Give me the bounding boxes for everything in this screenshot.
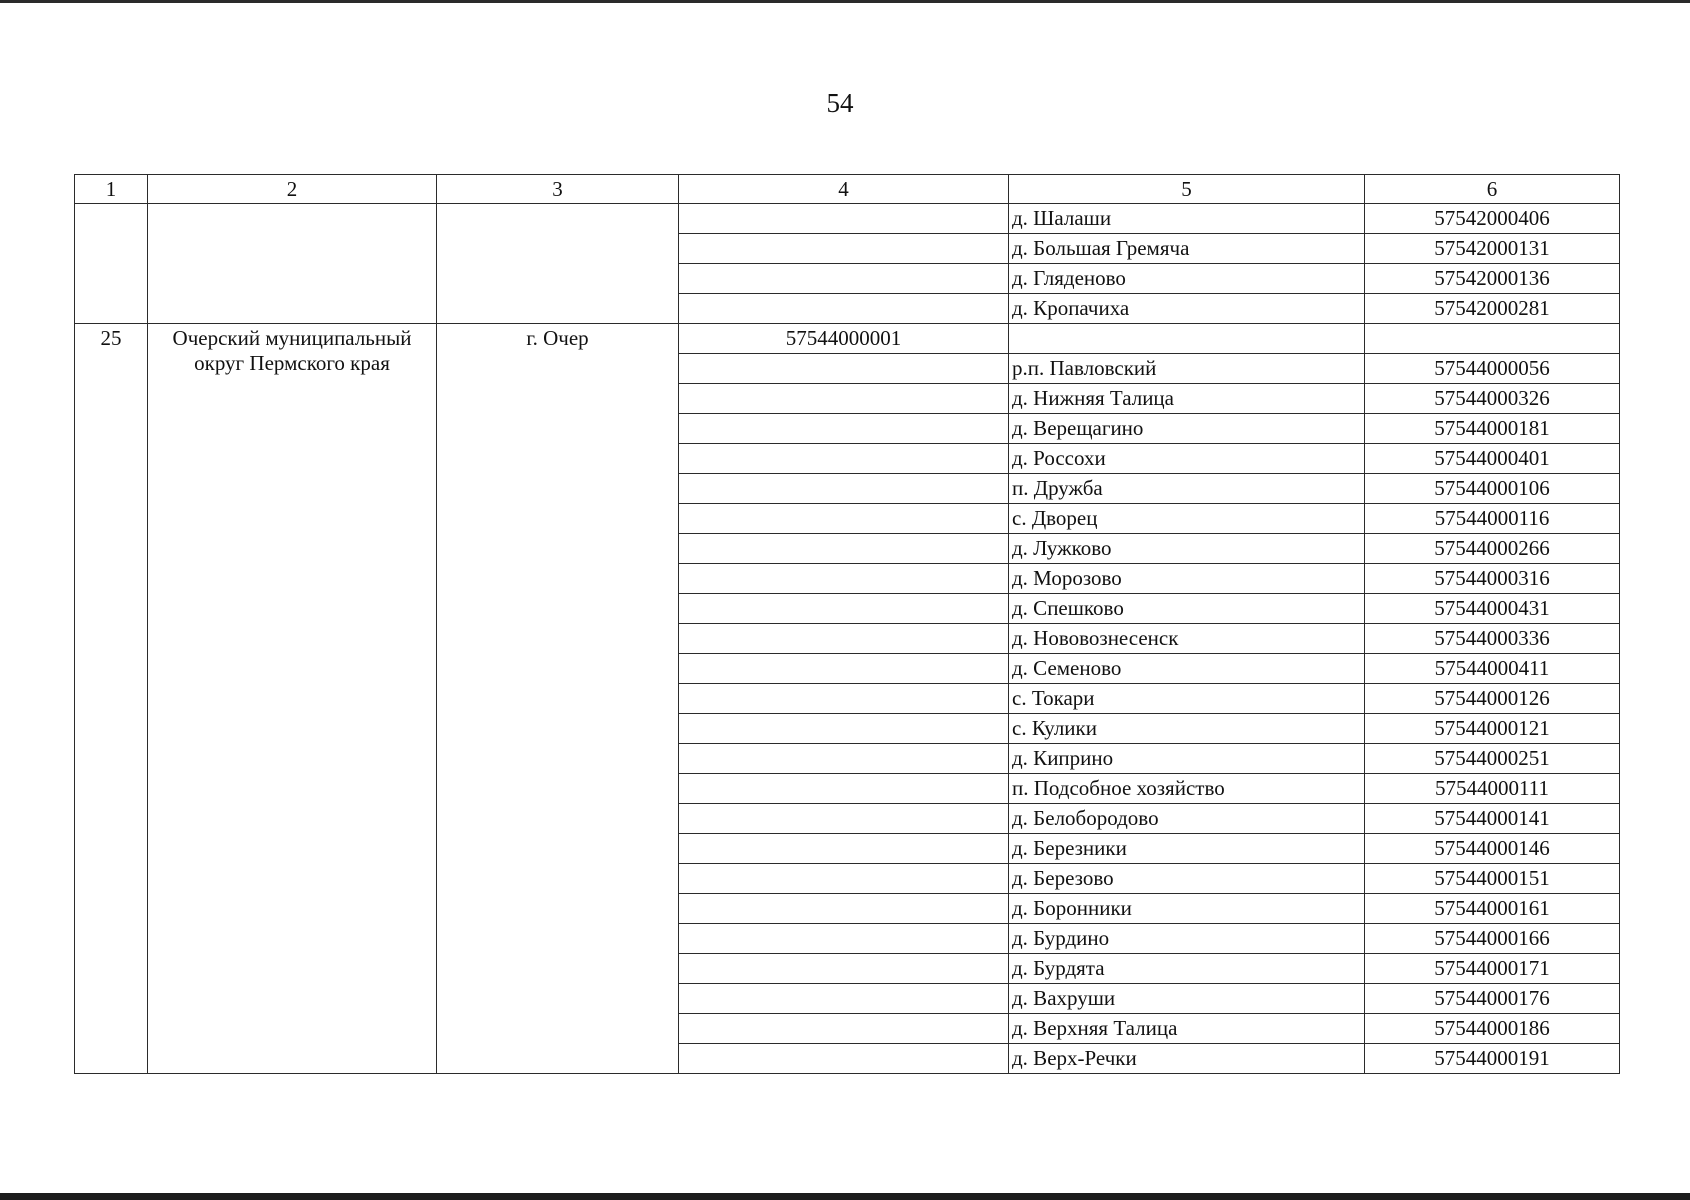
settlement-name: д. Россохи [1009, 444, 1365, 474]
code-cell-empty [679, 444, 1009, 474]
settlement-name: д. Верхняя Талица [1009, 1014, 1365, 1044]
settlement-name: д. Большая Гремяча [1009, 234, 1365, 264]
code-cell-empty [679, 204, 1009, 234]
column-header-1: 1 [75, 175, 148, 204]
code-cell-empty [679, 894, 1009, 924]
settlement-code: 57544000121 [1365, 714, 1620, 744]
settlement-code: 57542000136 [1365, 264, 1620, 294]
settlement-code: 57542000281 [1365, 294, 1620, 324]
settlement-code: 57544000171 [1365, 954, 1620, 984]
code-cell-empty [679, 744, 1009, 774]
settlement-name: д. Гляденово [1009, 264, 1365, 294]
column-header-4: 4 [679, 175, 1009, 204]
settlement-code: 57544000146 [1365, 834, 1620, 864]
settlement-code: 57544000166 [1365, 924, 1620, 954]
settlement-code: 57544000316 [1365, 564, 1620, 594]
settlement-code: 57544000111 [1365, 774, 1620, 804]
settlement-name: д. Нижняя Талица [1009, 384, 1365, 414]
administrative-center: г. Очер [437, 324, 679, 1074]
code-cell-empty [679, 504, 1009, 534]
code-cell-empty [679, 474, 1009, 504]
settlement-name-empty [1009, 324, 1365, 354]
settlement-code: 57544000151 [1365, 864, 1620, 894]
settlement-code: 57544000401 [1365, 444, 1620, 474]
code-cell-empty [679, 564, 1009, 594]
continued-city-cell [437, 204, 679, 324]
code-cell-empty [679, 1044, 1009, 1074]
column-header-2: 2 [148, 175, 437, 204]
scan-edge-top [0, 0, 1690, 3]
table-row [75, 324, 1620, 354]
settlement-code: 57544000336 [1365, 624, 1620, 654]
settlement-code: 57544000176 [1365, 984, 1620, 1014]
code-cell-empty [679, 864, 1009, 894]
code-cell-empty [679, 684, 1009, 714]
code-cell-empty [679, 654, 1009, 684]
settlement-code: 57544000411 [1365, 654, 1620, 684]
settlement-name: с. Дворец [1009, 504, 1365, 534]
settlement-code: 57544000251 [1365, 744, 1620, 774]
code-cell-empty [679, 774, 1009, 804]
settlement-name: д. Нововознесенск [1009, 624, 1365, 654]
settlement-code: 57544000116 [1365, 504, 1620, 534]
settlement-name: д. Верх-Речки [1009, 1044, 1365, 1074]
table-row [75, 204, 1620, 234]
code-cell-empty [679, 624, 1009, 654]
settlement-code: 57544000106 [1365, 474, 1620, 504]
code-cell-empty [679, 234, 1009, 264]
settlement-name: д. Шалаши [1009, 204, 1365, 234]
settlement-name: д. Семеново [1009, 654, 1365, 684]
settlement-name: д. Боронники [1009, 894, 1365, 924]
settlement-name: п. Дружба [1009, 474, 1365, 504]
settlement-name: д. Вахруши [1009, 984, 1365, 1014]
municipality-name: Очерский муниципальный округ Пермского края [148, 324, 437, 1074]
continued-name-cell [148, 204, 437, 324]
settlement-code: 57544000126 [1365, 684, 1620, 714]
settlement-name: д. Морозово [1009, 564, 1365, 594]
column-header-3: 3 [437, 175, 679, 204]
settlement-name: д. Спешково [1009, 594, 1365, 624]
settlement-name: д. Верещагино [1009, 414, 1365, 444]
code-cell-empty [679, 264, 1009, 294]
code-cell-empty [679, 534, 1009, 564]
settlement-code: 57544000056 [1365, 354, 1620, 384]
code-cell-empty [679, 414, 1009, 444]
page-number: 54 [826, 88, 854, 118]
code-cell-empty [679, 594, 1009, 624]
settlement-code: 57542000131 [1365, 234, 1620, 264]
settlement-name: д. Кропачиха [1009, 294, 1365, 324]
settlement-code: 57544000431 [1365, 594, 1620, 624]
code-cell-empty [679, 834, 1009, 864]
settlement-code: 57542000406 [1365, 204, 1620, 234]
settlement-name: д. Березники [1009, 834, 1365, 864]
settlement-code: 57544000141 [1365, 804, 1620, 834]
settlement-name: п. Подсобное хозяйство [1009, 774, 1365, 804]
code-cell-empty [679, 954, 1009, 984]
settlement-code: 57544000191 [1365, 1044, 1620, 1074]
code-cell-empty [679, 384, 1009, 414]
settlement-name: д. Бурдино [1009, 924, 1365, 954]
entry-number: 25 [75, 324, 148, 1074]
code-cell-empty [679, 354, 1009, 384]
column-header-5: 5 [1009, 175, 1365, 204]
code-cell-empty [679, 984, 1009, 1014]
settlement-code-empty [1365, 324, 1620, 354]
scan-edge-bottom [0, 1193, 1690, 1200]
settlement-code: 57544000266 [1365, 534, 1620, 564]
column-header-6: 6 [1365, 175, 1620, 204]
code-cell-empty [679, 294, 1009, 324]
settlement-name: д. Белобородово [1009, 804, 1365, 834]
header-row [75, 175, 1620, 204]
settlements-table [74, 174, 1620, 1074]
settlement-name: р.п. Павловский [1009, 354, 1365, 384]
settlement-code: 57544000161 [1365, 894, 1620, 924]
settlement-name: д. Березово [1009, 864, 1365, 894]
settlement-code: 57544000181 [1365, 414, 1620, 444]
continued-num-cell [75, 204, 148, 324]
settlement-name: д. Киприно [1009, 744, 1365, 774]
settlement-name: д. Лужково [1009, 534, 1365, 564]
settlement-name: д. Бурдята [1009, 954, 1365, 984]
settlement-code: 57544000326 [1365, 384, 1620, 414]
code-cell-empty [679, 924, 1009, 954]
code-cell-empty [679, 1014, 1009, 1044]
code-cell-empty [679, 714, 1009, 744]
center-code: 57544000001 [679, 324, 1009, 354]
settlement-name: с. Токари [1009, 684, 1365, 714]
code-cell-empty [679, 804, 1009, 834]
settlement-code: 57544000186 [1365, 1014, 1620, 1044]
settlement-name: с. Кулики [1009, 714, 1365, 744]
